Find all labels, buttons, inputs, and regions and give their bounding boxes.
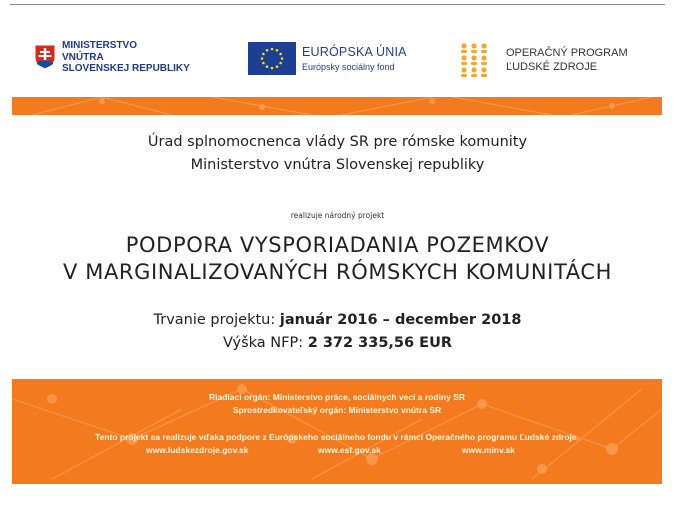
nfp-value: 2 372 335,56 EUR [307, 335, 453, 351]
duration-value: január 2016 – december 2018 [279, 312, 522, 328]
project-details [0, 309, 675, 355]
managing-authority: Riadiaci orgán: Ministerstvo práce, sociálnych vecí a rodiny SR [208, 392, 466, 402]
office-block [0, 131, 675, 177]
top-orange-band [12, 97, 662, 115]
nfp-line [0, 332, 675, 355]
op-line1: OPERAČNÝ PROGRAM [506, 47, 628, 59]
nfp-label: Výška NFP: [222, 335, 308, 351]
ministry-line1: MINISTERSTVO [62, 40, 138, 51]
ministry-line2: VNÚTRA [62, 51, 104, 63]
duration-line [0, 309, 675, 332]
office-line1: Úrad splnomocnenca vlády SR pre rómske komunity [147, 134, 528, 150]
op-logo [460, 42, 628, 78]
project-title-line2: V MARGINALIZOVANÝCH RÓMSKYCH KOMUNITÁCH [63, 260, 612, 284]
url-minv[interactable]: www.minv.sk [462, 445, 515, 455]
url-ludskezdroje[interactable]: www.ludskezdroje.gov.sk [146, 445, 249, 455]
op-line2: ĽUDSKÉ ZDROJE [506, 61, 598, 73]
project-title-line1: PODPORA VYSPORIADANIA POZEMKOV [125, 233, 550, 257]
people-grid-icon [460, 42, 488, 78]
url-esf[interactable]: www.esf.gov.sk [318, 445, 381, 455]
eu-title: EURÓPSKA ÚNIA [302, 45, 407, 59]
duration-label: Trvanie projektu: [153, 312, 280, 328]
slovak-coat-of-arms-icon [34, 44, 56, 70]
intermediate-body: Sprostredkovateľský orgán: Ministerstvo vnútra SR [232, 405, 442, 415]
ministry-logo [34, 40, 190, 75]
eu-logo [248, 42, 407, 75]
project-title [0, 232, 675, 286]
eu-subtitle: Európsky sociálny fond [302, 62, 395, 72]
realizuje-label: realizuje národný projekt [290, 211, 385, 220]
ministry-line3: SLOVENSKEJ REPUBLIKY [62, 63, 190, 74]
eu-flag-icon [248, 42, 296, 75]
support-statement: Tento projekt sa realizuje vďaka podpore z Európskeho sociálneho fondu v rámci Operačného programu Ľudské zdroje. [95, 432, 579, 442]
top-divider [10, 4, 665, 5]
office-line2: Ministerstvo vnútra Slovenskej republiky [190, 157, 485, 173]
